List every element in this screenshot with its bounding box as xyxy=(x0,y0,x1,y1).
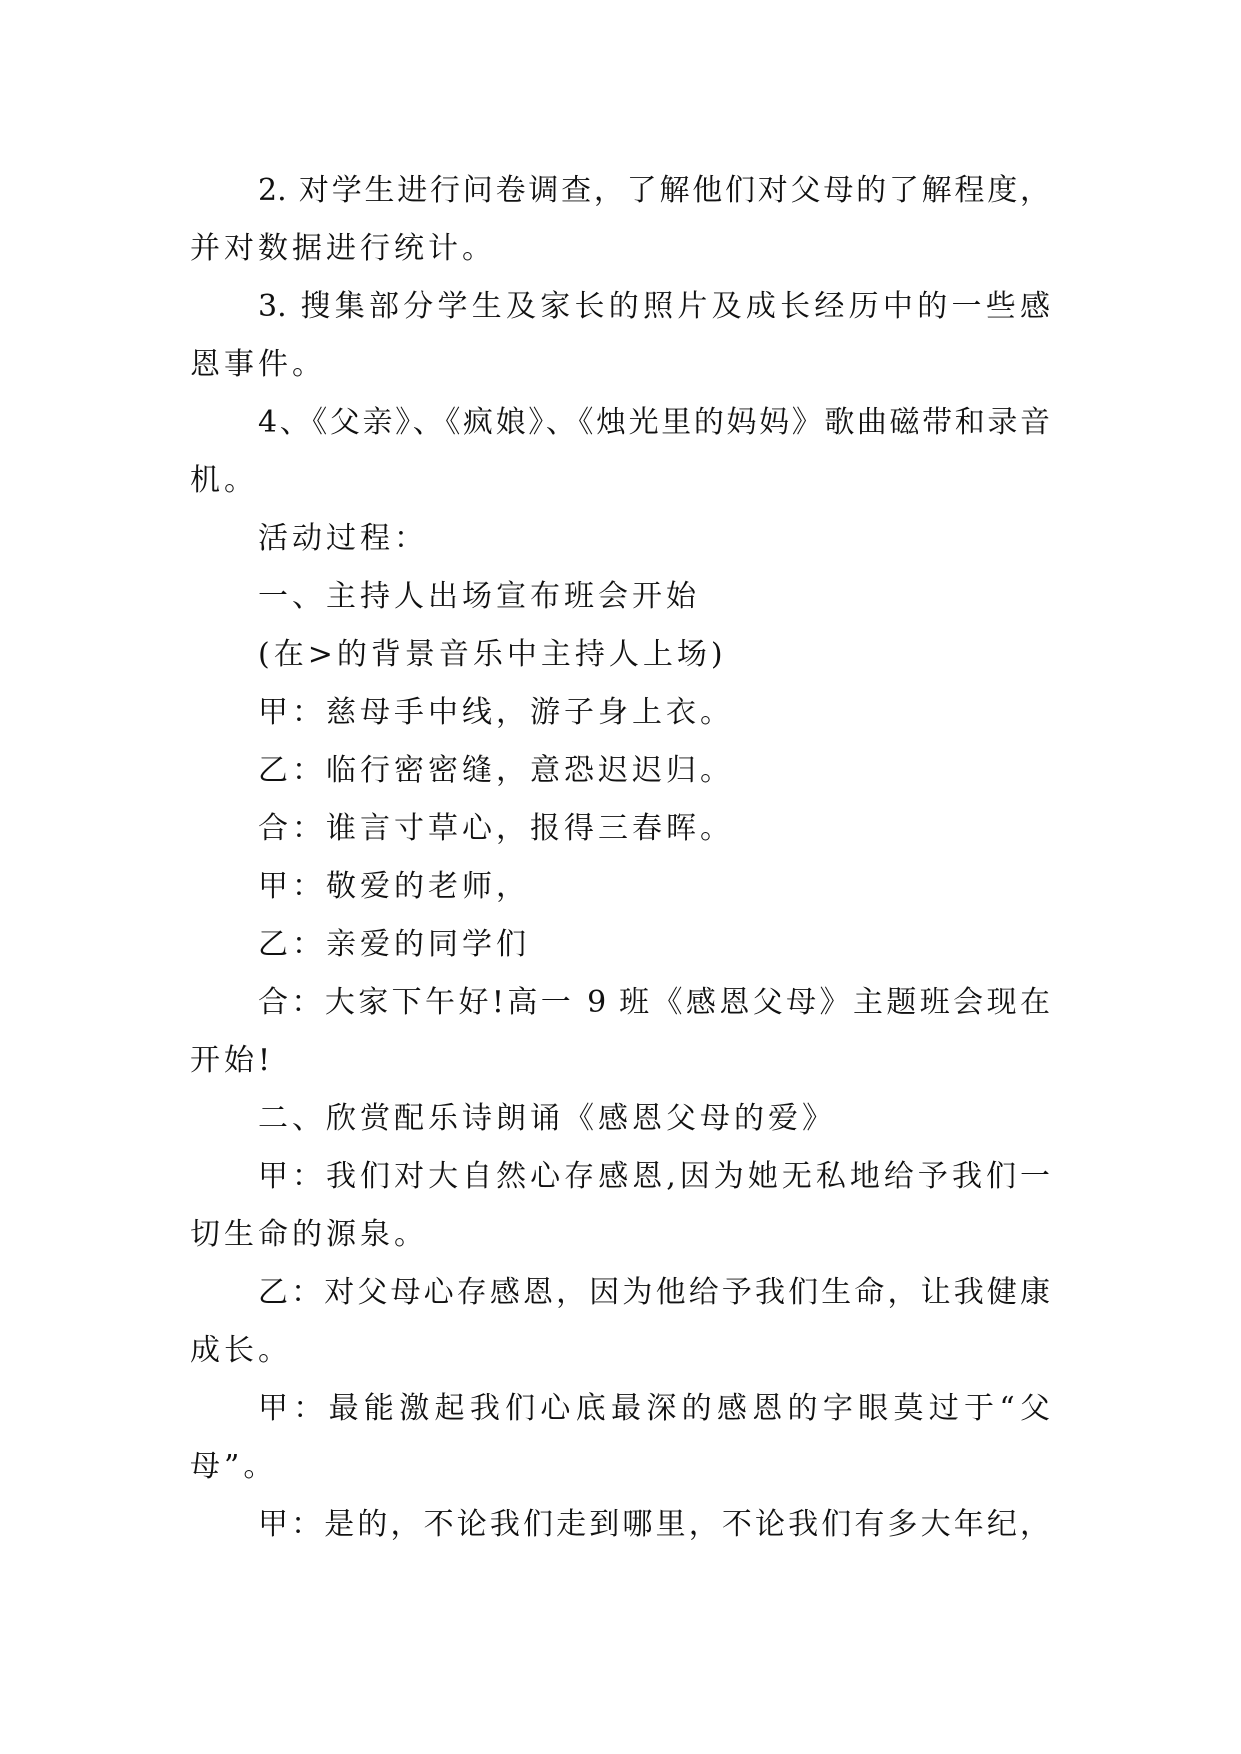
dialogue-line: 甲：敬爱的老师， xyxy=(258,869,530,904)
paragraph-line: 开始! xyxy=(190,1043,275,1078)
dialogue-line: 甲：我们对大自然心存感恩,因为她无私地给予我们一 xyxy=(258,1159,1050,1194)
paragraph-line: 成长。 xyxy=(190,1333,292,1368)
dialogue-line: 合：大家下午好!高一 9 班《感恩父母》主题班会现在 xyxy=(258,985,1050,1020)
paragraph-line: (在>的背景音乐中主持人上场) xyxy=(258,637,727,672)
dialogue-line: 乙：临行密密缝，意恐迟迟归。 xyxy=(258,753,734,788)
paragraph-line: 机。 xyxy=(190,463,258,498)
dialogue-line: 乙：亲爱的同学们 xyxy=(258,927,530,962)
section-heading: 一、主持人出场宣布班会开始 xyxy=(258,579,700,614)
section-heading: 二、欣赏配乐诗朗诵《感恩父母的爱》 xyxy=(258,1101,836,1136)
paragraph-line: 4、《父亲》、《疯娘》、《烛光里的妈妈》歌曲磁带和录音 xyxy=(258,405,1050,440)
paragraph-line: 母”。 xyxy=(190,1449,278,1484)
dialogue-line: 甲：慈母手中线，游子身上衣。 xyxy=(258,695,734,730)
paragraph-line: 恩事件。 xyxy=(190,347,326,382)
paragraph-line: 3. 搜集部分学生及家长的照片及成长经历中的一些感 xyxy=(258,289,1050,324)
paragraph-line: 切生命的源泉。 xyxy=(190,1217,428,1252)
paragraph-line: 2. 对学生进行问卷调查，了解他们对父母的了解程度， xyxy=(258,173,1050,208)
dialogue-line: 合：谁言寸草心，报得三春晖。 xyxy=(258,811,734,846)
dialogue-line: 甲：最能激起我们心底最深的感恩的字眼莫过于“父 xyxy=(258,1391,1050,1426)
dialogue-line: 甲：是的，不论我们走到哪里，不论我们有多大年纪， xyxy=(258,1507,1050,1542)
document-body xyxy=(190,162,1050,1554)
paragraph-line: 并对数据进行统计。 xyxy=(190,231,496,266)
section-heading: 活动过程： xyxy=(258,521,428,556)
dialogue-line: 乙：对父母心存感恩，因为他给予我们生命，让我健康 xyxy=(258,1275,1050,1310)
